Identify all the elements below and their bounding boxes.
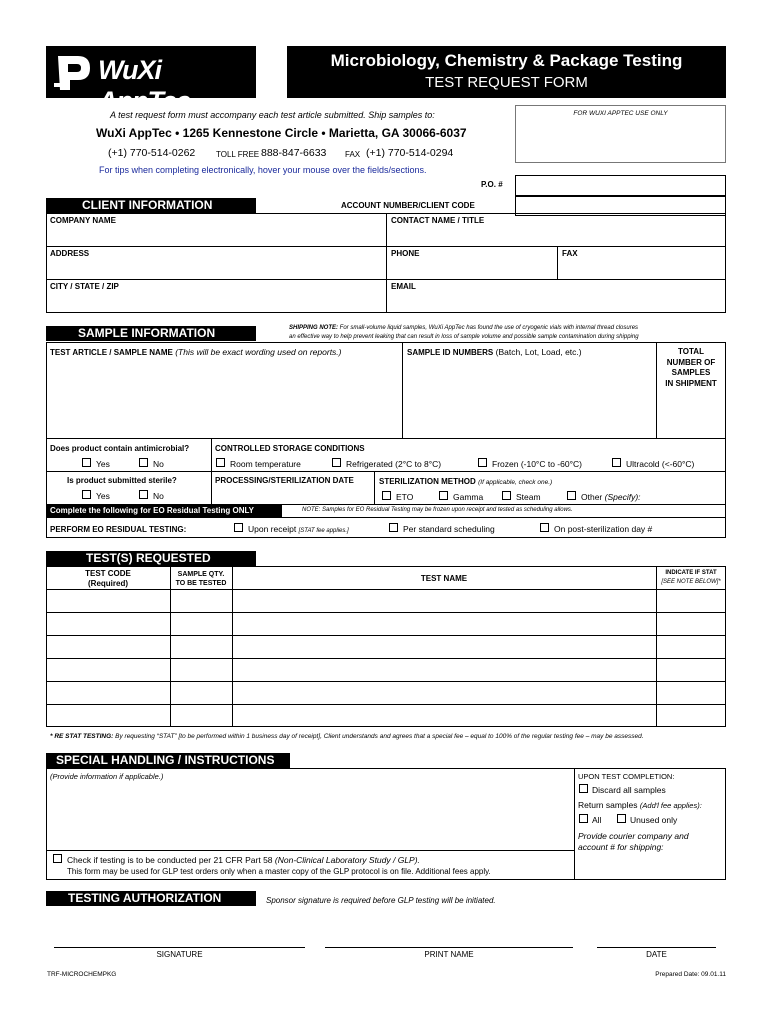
signature-field[interactable] <box>54 925 305 947</box>
eo-perform-label: PERFORM EO RESIDUAL TESTING: <box>50 525 187 534</box>
tips-text: For tips when completing electronically, hover your mouse over the fields/sections. <box>99 165 427 175</box>
col-stat <box>656 569 726 587</box>
sample-id-label <box>407 347 582 357</box>
special-col-divider <box>574 768 575 880</box>
courier-line-2: account # for shipping: <box>578 842 664 852</box>
logo-text: WuXi AppTec <box>98 55 191 116</box>
form-id: TRF-MICROCHEMPKG <box>47 971 117 978</box>
stat-cell[interactable] <box>657 682 725 704</box>
test-article-title: TEST ARTICLE / SAMPLE NAME <box>50 348 173 357</box>
client-info-bar: CLIENT INFORMATION <box>46 198 256 213</box>
gamma-label: Gamma <box>453 492 484 502</box>
col-test-code <box>46 569 170 589</box>
sterile-no-checkbox[interactable] <box>139 490 148 499</box>
sterile-yes-label: Yes <box>96 491 110 501</box>
form-title-block <box>287 46 726 98</box>
test-code-cell[interactable] <box>47 705 169 726</box>
sample-id-title: SAMPLE ID NUMBERS <box>407 348 494 357</box>
eto-checkbox[interactable] <box>382 491 391 500</box>
room-temp-checkbox[interactable] <box>216 458 225 467</box>
antimicrobial-no-checkbox[interactable] <box>139 458 148 467</box>
table-row <box>47 613 725 635</box>
glp-note: This form may be used for GLP test orders only when a master copy of the GLP protocol is on file. Additional fees apply. <box>67 867 491 876</box>
form-title: Microbiology, Chemistry & Package Testing <box>330 51 683 70</box>
courier-field[interactable] <box>576 856 724 878</box>
return-unused-checkbox[interactable] <box>617 814 626 823</box>
return-samples-hint: (Add'l fee applies): <box>639 801 702 810</box>
sample-qty-cell[interactable] <box>171 682 232 704</box>
frozen-checkbox[interactable] <box>478 458 487 467</box>
address-field[interactable] <box>47 247 385 278</box>
email-label: EMAIL <box>391 282 416 291</box>
return-all-checkbox[interactable] <box>579 814 588 823</box>
authorization-note: Sponsor signature is required before GLP testing will be initiated. <box>266 896 496 905</box>
glp-check-hint: (Non-Clinical Laboratory Study / GLP). <box>274 855 420 865</box>
shipping-note-line1: For small-volume liquid samples, WuXi AppTec has found the use of cryogenic vials with internal thread closures <box>338 325 639 331</box>
fax-field[interactable] <box>558 247 725 278</box>
post-sterilization-label: On post-sterilization day # <box>554 524 653 534</box>
total-label-2: NUMBER OF <box>666 357 716 367</box>
instruction-text: A test request form must accompany each test article submitted. Ship samples to: <box>110 110 435 120</box>
sample-qty-cell[interactable] <box>171 705 232 726</box>
antimicrobial-question: Does product contain antimicrobial? <box>50 444 190 453</box>
per-standard-label: Per standard scheduling <box>403 524 495 534</box>
tollfree-number: 888-847-6633 <box>261 147 327 159</box>
table-row <box>47 682 725 704</box>
fax-field-label: FAX <box>562 249 578 258</box>
antimicrobial-yes-checkbox[interactable] <box>82 458 91 467</box>
col-stat-1: INDICATE IF STAT <box>665 570 717 576</box>
special-instructions-hint: (Provide information if applicable.) <box>50 772 164 781</box>
phone-label: PHONE <box>391 249 420 258</box>
sterile-no-label: No <box>153 491 164 501</box>
antimicrobial-no-label: No <box>153 459 164 469</box>
sample-qty-cell[interactable] <box>171 659 232 681</box>
signature-label: SIGNATURE <box>156 950 203 959</box>
other-text: Other <box>581 492 603 502</box>
sample-col-divider <box>374 471 375 504</box>
post-sterilization-checkbox[interactable] <box>540 523 549 532</box>
total-label-3: SAMPLES <box>671 368 711 377</box>
test-name-cell[interactable] <box>233 682 656 704</box>
upon-receipt-text: Upon receipt <box>248 524 297 534</box>
test-name-cell[interactable] <box>233 636 656 658</box>
other-hint: (Specify): <box>604 492 641 502</box>
glp-check-label <box>67 855 420 865</box>
ship-address: WuXi AppTec • 1265 Kennestone Circle • Marietta, GA 30066-6037 <box>96 126 467 140</box>
print-name-label: PRINT NAME <box>424 950 474 959</box>
stat-note <box>50 733 644 740</box>
ultracold-checkbox[interactable] <box>612 458 621 467</box>
table-row <box>47 590 725 612</box>
stat-cell[interactable] <box>657 590 725 612</box>
sample-id-hint: (Batch, Lot, Load, etc.) <box>495 347 582 357</box>
special-row-divider <box>46 850 574 851</box>
sterilization-method-label <box>379 476 552 486</box>
test-code-cell[interactable] <box>47 659 169 681</box>
sample-id-field[interactable] <box>403 343 655 437</box>
sample-qty-cell[interactable] <box>171 613 232 635</box>
date-label: DATE <box>646 950 667 959</box>
col-sample-qty-1: SAMPLE QTY. <box>177 571 225 578</box>
upon-receipt-hint: [STAT fee applies.] <box>298 528 349 534</box>
fax-label: FAX <box>345 150 361 159</box>
sample-qty-cell[interactable] <box>171 636 232 658</box>
table-row <box>47 705 725 726</box>
address-label: ADDRESS <box>50 249 90 258</box>
col-sample-qty-2: TO BE TESTED <box>175 580 227 587</box>
return-samples-label <box>578 800 702 810</box>
test-code-cell[interactable] <box>47 613 169 635</box>
storage-label: CONTROLLED STORAGE CONDITIONS <box>215 444 365 453</box>
courier-instructions <box>578 831 689 853</box>
sample-info-bar: SAMPLE INFORMATION <box>46 326 256 341</box>
upon-receipt-label <box>248 524 349 534</box>
office-use-box[interactable] <box>515 105 726 163</box>
test-name-cell[interactable] <box>233 705 656 726</box>
eo-note: NOTE: Samples for EO Residual Testing may be frozen upon receipt and tested as scheduling allows. <box>302 507 573 513</box>
sample-row-divider <box>46 517 726 518</box>
test-code-cell[interactable] <box>47 636 169 658</box>
eto-label: ETO <box>396 492 414 502</box>
city-label: CITY / STATE / ZIP <box>50 282 119 291</box>
sterilization-method-title: STERILIZATION METHOD <box>379 477 476 486</box>
glp-checkbox[interactable] <box>53 854 62 863</box>
office-use-label: FOR WUXI APPTEC USE ONLY <box>573 110 668 117</box>
col-test-code-1: TEST CODE <box>85 569 131 578</box>
per-standard-checkbox[interactable] <box>389 523 398 532</box>
steam-checkbox[interactable] <box>502 491 511 500</box>
stat-cell[interactable] <box>657 705 725 726</box>
courier-line-1: Provide courier company and <box>578 831 689 841</box>
signature-line <box>54 947 305 948</box>
test-name-cell[interactable] <box>233 659 656 681</box>
print-name-line <box>325 947 573 948</box>
total-label-1: TOTAL <box>678 347 704 356</box>
discard-label: Discard all samples <box>592 785 666 795</box>
upon-completion-label: UPON TEST COMPLETION: <box>578 772 675 781</box>
test-name-cell[interactable] <box>233 613 656 635</box>
col-test-code-2: (Required) <box>88 579 128 588</box>
special-handling-bar: SPECIAL HANDLING / INSTRUCTIONS <box>46 753 290 768</box>
sample-qty-cell[interactable] <box>171 590 232 612</box>
return-samples-text: Return samples <box>578 800 638 810</box>
test-name-cell[interactable] <box>233 590 656 612</box>
other-specify-field[interactable] <box>640 488 724 502</box>
tests-requested-bar: TEST(S) REQUESTED <box>46 551 256 566</box>
processing-date-label: PROCESSING/STERILIZATION DATE <box>215 476 354 485</box>
table-row <box>47 636 725 658</box>
gamma-checkbox[interactable] <box>439 491 448 500</box>
refrigerated-checkbox[interactable] <box>332 458 341 467</box>
logo <box>46 46 256 116</box>
shipping-note <box>289 325 638 331</box>
phone-number: (+1) 770-514-0262 <box>108 147 196 159</box>
form-subtitle: TEST REQUEST FORM <box>425 74 588 91</box>
steam-label: Steam <box>516 492 541 502</box>
shipping-note-line2: an effective way to help prevent leaking that can result in loss of sample volume and possible sample contamination during shipping <box>289 334 639 340</box>
upon-receipt-checkbox[interactable] <box>234 523 243 532</box>
testing-authorization-bar: TESTING AUTHORIZATION <box>46 891 256 906</box>
tollfree-label: TOLL FREE <box>216 150 260 159</box>
refrigerated-label: Refrigerated (2°C to 8°C) <box>346 459 442 469</box>
sterile-question: Is product submitted sterile? <box>67 476 177 485</box>
discard-checkbox[interactable] <box>579 784 588 793</box>
other-label <box>581 492 641 502</box>
prepared-date: Prepared Date: 09.01.11 <box>655 971 726 978</box>
stat-cell[interactable] <box>657 613 725 635</box>
room-temp-label: Room temperature <box>230 459 301 469</box>
sample-row-divider <box>46 471 726 472</box>
return-all-label: All <box>592 815 602 825</box>
sample-row-divider <box>46 438 726 439</box>
logo-mark-icon <box>52 50 96 94</box>
col-sample-qty <box>170 570 232 588</box>
test-article-field[interactable] <box>47 343 401 437</box>
col-stat-2: [SEE NOTE BELOW]* <box>661 579 721 585</box>
stat-cell[interactable] <box>657 636 725 658</box>
total-label-4: IN SHIPMENT <box>665 378 717 388</box>
stat-note-text: By requesting “STAT” [to be performed within 1 business day of receipt], Client understands and agrees that a special fee – equal to 100% of the regular testing fee – may be assessed. <box>113 733 644 740</box>
antimicrobial-yes-label: Yes <box>96 459 110 469</box>
test-article-hint: (This will be exact wording used on reports.) <box>175 347 342 357</box>
ultracold-label: Ultracold (<-60°C) <box>626 459 695 469</box>
po-field[interactable] <box>515 175 726 196</box>
date-field[interactable] <box>597 925 716 947</box>
post-sterilization-field[interactable] <box>662 520 724 534</box>
po-label: P.O. # <box>481 180 503 189</box>
total-samples-label <box>657 347 725 389</box>
sterilization-method-hint: (If applicable, check one.) <box>478 479 553 486</box>
test-code-cell[interactable] <box>47 682 169 704</box>
date-line <box>597 947 716 948</box>
return-unused-label: Unused only <box>630 815 678 825</box>
glp-check-text: Check if testing is to be conducted per 21 CFR Part 58 <box>67 855 275 865</box>
frozen-label: Frozen (-10°C to -60°C) <box>492 459 582 469</box>
other-checkbox[interactable] <box>567 491 576 500</box>
table-row <box>47 659 725 681</box>
account-label: ACCOUNT NUMBER/CLIENT CODE <box>341 201 475 210</box>
col-test-name: TEST NAME <box>420 574 468 583</box>
test-article-label <box>50 347 342 357</box>
company-name-label: COMPANY NAME <box>50 216 116 225</box>
test-code-cell[interactable] <box>47 590 169 612</box>
sterile-yes-checkbox[interactable] <box>82 490 91 499</box>
stat-cell[interactable] <box>657 659 725 681</box>
eo-residual-bar: Complete the following for EO Residual Testing ONLY <box>46 504 282 517</box>
stat-note-label: * RE STAT TESTING: <box>50 733 114 740</box>
fax-number: (+1) 770-514-0294 <box>366 147 454 159</box>
contact-name-label: CONTACT NAME / TITLE <box>391 216 485 225</box>
email-field[interactable] <box>387 280 725 312</box>
print-name-field[interactable] <box>325 925 573 947</box>
shipping-note-label: SHIPPING NOTE: <box>289 325 339 331</box>
special-instructions-field[interactable] <box>47 769 573 849</box>
